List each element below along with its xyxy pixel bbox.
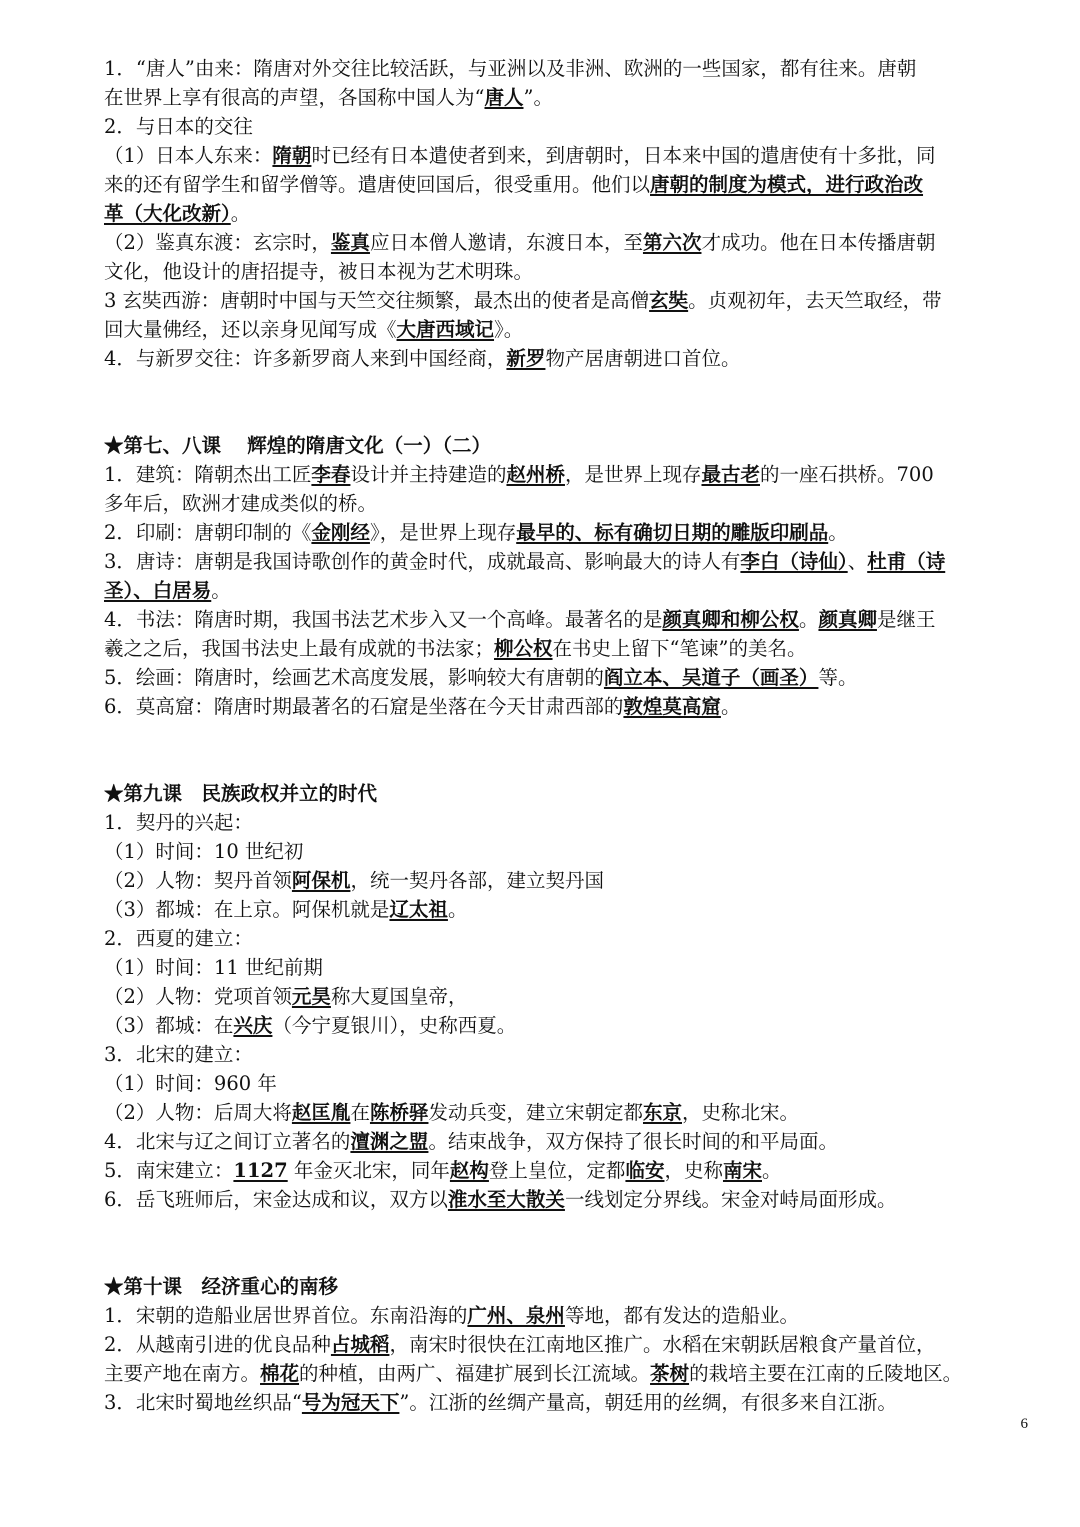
key-term: 大唐西域记 [396,318,495,341]
text-run: 年金灭北宋，同年 [287,1159,450,1182]
text-line [104,692,1034,721]
key-term: 赵构 [449,1159,489,1182]
text-run: 应日本僧人邀请，东渡日本，至 [369,231,643,254]
key-term: 第六次 [642,231,702,254]
key-term: 东京 [642,1101,682,1124]
key-term: 柳公权 [494,637,553,660]
text-run: 2．西夏的建立： [104,927,253,950]
text-run: （2）人物：党项首领 [104,985,292,1008]
key-term: 杜甫（诗 [867,550,946,573]
text-line [104,1388,1034,1417]
key-term: 元昊 [291,985,331,1008]
text-line [104,460,1034,489]
text-run: 。 [230,202,251,225]
section-gap [104,721,1034,779]
text-line [104,344,1034,373]
text-run: 的一座石拱桥。700 [760,463,934,486]
text-run: 在 [350,1101,370,1124]
key-term: 南宋 [722,1159,762,1182]
text-line [104,866,1034,895]
text-run: ，统一契丹各部，建立契丹国 [350,869,604,892]
text-run: 一线划定分界线。宋金对峙局面形成。 [564,1188,897,1211]
text-run: 登上皇位，定都 [488,1159,626,1182]
text-run: （1）时间：11 世纪前期 [104,956,323,979]
document-body [104,54,1034,1417]
text-line [104,1330,1034,1359]
text-run: 。 [798,608,819,631]
text-line [104,112,1034,141]
text-run: 》，是世界上现存 [369,521,517,544]
text-run: 。结束战争，双方保持了很长时间的和平局面。 [428,1130,838,1153]
text-run: 3．北宋时蜀地丝织品“ [104,1391,302,1414]
section-heading: ★第九课 民族政权并立的时代 [104,782,378,805]
text-line [104,199,1034,228]
text-run: （今宁夏银川），史称西夏。 [272,1014,517,1037]
text-run: 才成功。他在日本传播唐朝 [701,231,936,254]
text-run: 称大夏国皇帝， [330,985,468,1008]
key-term: 唐人 [484,86,524,109]
text-run: ”。 [523,86,553,109]
text-run: （3）都城：在 [104,1014,234,1037]
text-line [104,286,1034,315]
text-line [104,1040,1034,1069]
text-run: 物产居唐朝进口首位。 [545,347,741,370]
text-run: 1．宋朝的造船业居世界首位。东南沿海的 [104,1304,468,1327]
text-line [104,83,1034,112]
text-line [104,1156,1034,1185]
text-line [104,54,1034,83]
text-run: 。 [720,695,741,718]
text-line [104,1185,1034,1214]
key-term: 阎立本、吴道子（画圣） [603,666,819,689]
section-gap [104,373,1034,431]
key-term: 淮水至大散关 [447,1188,565,1211]
key-term: 占城稻 [330,1333,390,1356]
text-run: 是继王 [876,608,936,631]
key-term: 棉花 [260,1362,300,1385]
key-term: 李白（诗仙） [740,550,848,573]
key-term: 号为冠天下 [301,1391,400,1414]
text-line [104,257,1034,286]
text-line [104,924,1034,953]
text-line [104,982,1034,1011]
text-run: 2．从越南引进的优良品种 [104,1333,331,1356]
text-line [104,315,1034,344]
text-run: 发动兵变，建立宋朝定都 [428,1101,643,1124]
text-line [104,895,1034,924]
key-term: 革（大化改新） [104,202,231,225]
text-run: 。 [447,898,468,921]
text-run: 。贞观初年，去天竺取经，带 [688,289,942,312]
key-term: 临安 [625,1159,665,1182]
text-run: 的栽培主要在江南的丘陵地区。 [689,1362,963,1385]
section-heading: ★第十课 经济重心的南移 [104,1275,339,1298]
text-run: ，南宋时很快在江南地区推广。水稻在宋朝跃居粮食产量首位， [389,1333,936,1356]
text-run: 在书史上留下“笔谏”的美名。 [552,637,807,660]
text-run: 1．“唐人”由来：隋唐对外交往比较活跃，与亚洲以及非洲、欧洲的一些国家，都有往来。唐朝 [104,57,917,80]
text-line [104,634,1034,663]
text-run: （2）鉴真东渡：玄宗时， [104,231,331,254]
text-run: 3．唐诗：唐朝是我国诗歌创作的黄金时代，成就最高、影响最大的诗人有 [104,550,741,573]
text-run: ，是世界上现存 [564,463,702,486]
text-run: 5．绘画：隋唐时，绘画艺术高度发展，影响较大有唐朝的 [104,666,604,689]
key-term: 澶渊之盟 [350,1130,429,1153]
text-run: 。 [828,521,848,544]
key-term: 最古老 [701,463,760,486]
key-term: 赵匡胤 [291,1101,351,1124]
text-run: 5．南宋建立： [104,1159,234,1182]
text-run: 2．印刷：唐朝印制的《 [104,521,312,544]
text-line [104,953,1034,982]
text-run: 6．岳飞班师后，宋金达成和议，双方以 [104,1188,448,1211]
key-term: 唐朝的制度为模式，进行政治改 [650,173,924,196]
text-run: （1）时间：960 年 [104,1072,277,1095]
text-line [104,547,1034,576]
text-line [104,1127,1034,1156]
text-run: 。 [761,1159,782,1182]
key-term: 1127 [233,1159,288,1182]
text-run: 。 [211,579,231,602]
text-run: 回大量佛经，还以亲身见闻写成《 [104,318,397,341]
text-line [104,1301,1034,1330]
page-number: 6 [1020,1416,1028,1432]
text-line [104,837,1034,866]
key-term: 鉴真 [330,231,370,254]
text-run: 3．北宋的建立： [104,1043,253,1066]
section-gap [104,1214,1034,1272]
text-run: （2）人物：后周大将 [104,1101,292,1124]
text-line [104,518,1034,547]
text-run: ”。江浙的丝绸产量高，朝廷用的丝绸，有很多来自江浙。 [399,1391,897,1414]
section-heading: ★第七、八课 辉煌的隋唐文化（一）（二） [104,434,492,457]
key-term: 阿保机 [291,869,351,892]
text-line [104,1069,1034,1098]
key-term: 李春 [311,463,351,486]
key-term: 辽太祖 [389,898,448,921]
text-run: 》。 [494,318,524,341]
text-line [104,808,1034,837]
text-run: 在世界上享有很高的声望，各国称中国人为“ [104,86,485,109]
text-run: 的种植，由两广、福建扩展到长江流域。 [299,1362,651,1385]
text-line [104,1098,1034,1127]
text-run: 多年后，欧洲才建成类似的桥。 [104,492,378,515]
text-run: 等。 [818,666,858,689]
text-run: 4．与新罗交往：许多新罗商人来到中国经商， [104,347,507,370]
text-line [104,605,1034,634]
key-term: 最早的、标有确切日期的雕版印刷品 [516,521,829,544]
key-term: 金刚经 [311,521,370,544]
text-run: 等地，都有发达的造船业。 [564,1304,799,1327]
key-term: 赵州桥 [506,463,565,486]
key-term: 颜真卿 [818,608,877,631]
text-run: 4．书法：隋唐时期，我国书法艺术步入又一个高峰。最著名的是 [104,608,663,631]
text-run: 、 [847,550,868,573]
text-run: （1）日本人东来： [104,144,273,167]
text-run: 主要产地在南方。 [104,1362,261,1385]
text-run: 2．与日本的交往 [104,115,253,138]
key-term: 敦煌莫高窟 [623,695,721,718]
text-run: 文化，他设计的唐招提寺，被日本视为艺术明珠。 [104,260,534,283]
text-run: 时已经有日本遣使者到来，到唐朝时，日本来中国的遣唐使有十多批，同 [311,144,936,167]
text-run: （2）人物：契丹首领 [104,869,292,892]
key-term: 陈桥驿 [369,1101,429,1124]
text-line [104,141,1034,170]
text-run: 6．莫高窟：隋唐时期最著名的石窟是坐落在今天甘肃西部的 [104,695,624,718]
text-run: 3 玄奘西游：唐朝时中国与天竺交往频繁，最杰出的使者是高僧 [104,289,650,312]
key-term: 兴庆 [233,1014,273,1037]
key-term: 新罗 [506,347,546,370]
text-line [104,576,1034,605]
key-term: 茶树 [650,1362,690,1385]
text-run: ，史称 [664,1159,723,1182]
key-term: 广州、泉州 [467,1304,565,1327]
text-run: ，史称北宋。 [682,1101,800,1124]
text-run: 设计并主持建造的 [350,463,507,486]
key-term: 隋朝 [272,144,312,167]
text-run: （1）时间：10 世纪初 [104,840,304,863]
text-run: 1．建筑：隋朝杰出工匠 [104,463,312,486]
text-run: 羲之之后，我国书法史上最有成就的书法家； [104,637,495,660]
text-run: 4．北宋与辽之间订立著名的 [104,1130,351,1153]
text-line [104,228,1034,257]
key-term: 颜真卿和柳公权 [662,608,799,631]
text-line [104,663,1034,692]
text-line [104,1011,1034,1040]
key-term: 玄奘 [649,289,689,312]
text-line [104,489,1034,518]
text-run: （3）都城：在上京。阿保机就是 [104,898,390,921]
text-run: 来的还有留学生和留学僧等。遣唐使回国后，很受重用。他们以 [104,173,651,196]
text-run: 1．契丹的兴起： [104,811,253,834]
key-term: 圣）、白居易 [104,579,212,602]
text-line [104,170,1034,199]
text-line [104,1359,1034,1388]
